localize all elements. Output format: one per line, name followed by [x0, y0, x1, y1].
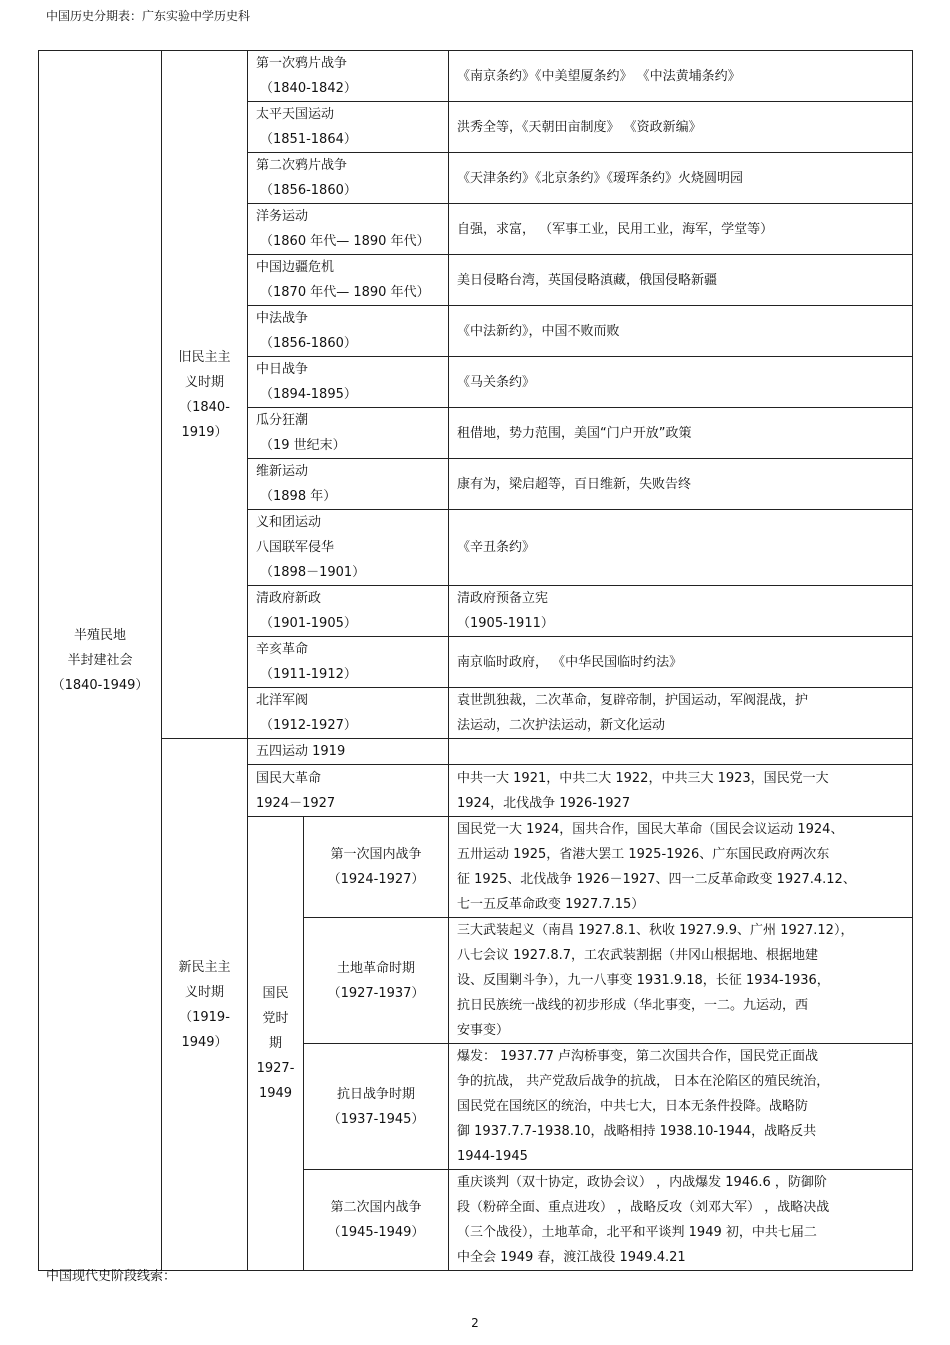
sub-event-date: （1937-1945）	[327, 1111, 425, 1127]
document-header: 中国历史分期表：广东实验中学历史科	[46, 9, 251, 23]
era-name-line2: 半封建社会	[67, 653, 133, 668]
event-cell	[248, 459, 449, 510]
gmd-period-cell: 国民 党时 期 1927- 1949	[248, 817, 304, 1271]
event-cell	[248, 51, 449, 102]
event-name: 太平天国运动	[256, 107, 335, 122]
sub-event-name: 第一次国内战争	[330, 847, 422, 862]
event-detail: 爆发： 1937.77 卢沟桥事变，第二次国共合作，国民党正面战 争的抗战， 共产党敌后战争的抗战， 日本在沦陷区的殖民统治， 国民党在国统区的统治，中共七大，日本无条件投降。战略防 御 1937.7.7-1938.10，战略相持 1938.10-1944，战略反共 1944-1945	[449, 1044, 913, 1170]
event-date: （1898－1901）	[260, 565, 366, 580]
event-name: 中法战争	[256, 311, 309, 326]
sub-event-date: （1927-1937）	[327, 985, 425, 1001]
event-name: 中日战争	[256, 362, 309, 377]
event-detail: 中共一大 1921，中共二大 1922，中共三大 1923，国民党一大 1924，北伐战争 1926-1927	[449, 765, 913, 817]
event-name: 第二次鸦片战争	[256, 158, 348, 173]
period-old-democratic: 旧民主主 义时期 （1840- 1919）	[162, 51, 248, 739]
event-detail: 《辛丑条约》	[449, 510, 913, 586]
event-date: （1912-1927）	[260, 718, 357, 733]
event-date: （1851-1864）	[260, 132, 357, 147]
event-detail: 南京临时政府， 《中华民国临时约法》	[449, 637, 913, 688]
event-detail: 洪秀全等，《天朝田亩制度》 《资政新编》	[449, 102, 913, 153]
history-period-table	[38, 50, 913, 1271]
era-date: （1840-1949）	[51, 678, 149, 693]
event-cell	[248, 357, 449, 408]
event-name: 北洋军阀	[256, 693, 309, 708]
period-new-democratic: 新民主主 义时期 （1919- 1949）	[162, 739, 248, 1271]
event-detail: 康有为，梁启超等，百日维新，失败告终	[449, 459, 913, 510]
event-date: （1840-1842）	[260, 81, 357, 96]
event-name: 五四运动 1919	[256, 744, 346, 759]
event-detail: 三大武装起义（南昌 1927.8.1、秋收 1927.9.9、广州 1927.12）， 八七会议 1927.8.7，工农武装割据（井冈山根据地、根据地建 设、反围剿斗争），九一八事变 1931.9.18，长征 1934-1936， 抗日民族统一战线的初步形成（华北事变，一二。九运动，西 安事变）	[449, 918, 913, 1044]
event-date: （1870 年代— 1890 年代）	[260, 285, 430, 300]
event-detail: 清政府预备立宪 （1905-1911）	[449, 586, 913, 637]
event-cell	[248, 510, 449, 586]
event-cell	[248, 153, 449, 204]
event-detail: 美日侵略台湾，英国侵略滇藏，俄国侵略新疆	[449, 255, 913, 306]
event-date: （19 世纪末）	[260, 438, 346, 453]
event-cell	[248, 637, 449, 688]
sub-event-name: 抗日战争时期	[337, 1086, 416, 1102]
event-name: 义和团运动 八国联军侵华	[256, 515, 335, 555]
sub-event-cell	[304, 918, 449, 1044]
event-date: （1898 年）	[260, 489, 337, 504]
event-date: （1911-1912）	[260, 667, 357, 682]
event-cell	[248, 688, 449, 739]
event-name: 瓜分狂潮	[256, 413, 309, 428]
event-date: （1860 年代— 1890 年代）	[260, 234, 430, 249]
event-detail: 租借地，势力范围，美国“门户开放”政策	[449, 408, 913, 459]
event-cell	[248, 408, 449, 459]
page-number: 2	[471, 1316, 479, 1330]
event-name: 清政府新政	[256, 591, 322, 606]
event-cell	[248, 102, 449, 153]
event-date: （1856-1860）	[260, 183, 357, 198]
event-name: 辛亥革命	[256, 642, 309, 657]
sub-event-cell	[304, 817, 449, 918]
sub-event-date: （1945-1949）	[327, 1225, 425, 1240]
event-detail: 自强，求富， （军事工业，民用工业，海军，学堂等）	[449, 204, 913, 255]
event-detail: 国民党一大 1924，国共合作，国民大革命（国民会议运动 1924、 五卅运动 1925，省港大罢工 1925-1926、广东国民政府两次东 征 1925、北伐战争 1926－1927、四一二反革命政变 1927.4.12、 七一五反革命政变 1927.7.15）	[449, 817, 913, 918]
event-detail: 《天津条约》《北京条约》《瑷珲条约》火烧圆明园	[449, 153, 913, 204]
event-cell	[248, 586, 449, 637]
event-detail: 《中法新约》，中国不败而败	[449, 306, 913, 357]
event-name: 维新运动	[256, 464, 309, 479]
event-date: （1856-1860）	[260, 336, 357, 351]
event-cell	[248, 255, 449, 306]
event-name: 第一次鸦片战争	[256, 56, 348, 71]
event-cell	[248, 306, 449, 357]
event-detail: 《马关条约》	[449, 357, 913, 408]
event-cell	[248, 204, 449, 255]
footer-note: 中国现代史阶段线索：	[46, 1269, 177, 1284]
sub-event-name: 第二次国内战争	[330, 1200, 422, 1215]
event-date: （1901-1905）	[260, 616, 357, 631]
event-detail: 袁世凯独裁，二次革命，复辟帝制，护国运动，军阀混战，护 法运动，二次护法运动，新文化运动	[449, 688, 913, 739]
event-detail: 重庆谈判（双十协定，政协会议） ，内战爆发 1946.6 ，防御阶 段（粉碎全面、重点进攻） ，战略反攻（刘邓大军） ，战略决战 （三个战役），土地革命，北平和平谈判 1949 初，中共七届二 中全会 1949 春，渡江战役 1949.4.21	[449, 1170, 913, 1271]
sub-event-cell	[304, 1044, 449, 1170]
era-name-line1: 半殖民地	[73, 628, 126, 643]
sub-event-date: （1924-1927）	[327, 872, 425, 887]
event-cell	[248, 739, 449, 765]
event-cell: 国民大革命 1924－1927	[248, 765, 449, 817]
sub-event-cell	[304, 1170, 449, 1271]
event-name: 洋务运动	[256, 209, 309, 224]
sub-event-name: 土地革命时期	[337, 960, 416, 976]
event-detail: 《南京条约》《中美望厦条约》 《中法黄埔条约》	[449, 51, 913, 102]
event-name: 中国边疆危机	[256, 260, 335, 275]
event-detail	[449, 739, 913, 765]
event-date: （1894-1895）	[260, 387, 357, 402]
era-cell	[39, 51, 162, 1271]
